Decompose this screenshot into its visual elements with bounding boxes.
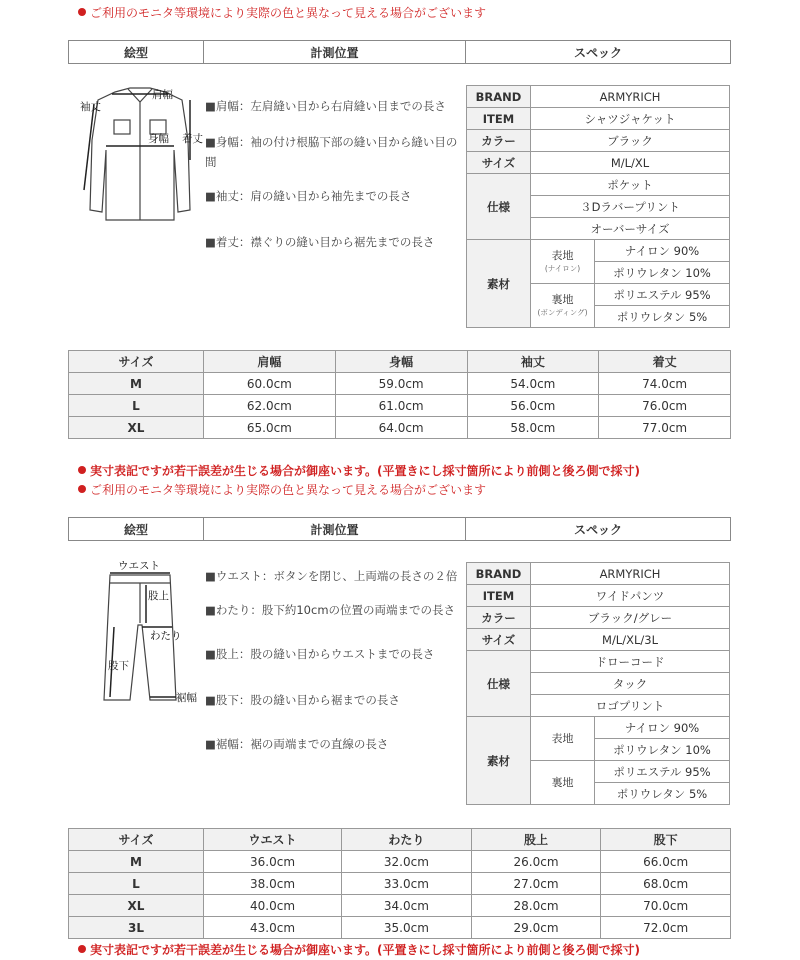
spec-material: ナイロン 90% [595, 717, 730, 739]
table-row: M 60.0cm 59.0cm 54.0cm 74.0cm [69, 373, 731, 395]
spec-label: 仕様 [467, 651, 531, 717]
bullet-icon [78, 945, 86, 953]
spec-feature: ポケット [531, 174, 730, 196]
fig-label-sleeve: 袖丈 [80, 101, 101, 113]
spec-material: ポリウレタン 10% [595, 739, 730, 761]
size-header: 袖丈 [467, 351, 599, 373]
size-header: 肩幅 [204, 351, 336, 373]
spec-label: サイズ [467, 152, 531, 174]
jacket-measure-list [205, 96, 465, 252]
header-figure: 絵型 [69, 41, 204, 63]
spec-outer: 表地 (ナイロン) [531, 240, 595, 284]
size-header: 股上 [471, 829, 601, 851]
pants-measure-list [205, 566, 465, 754]
spec-feature: ドローコード [531, 651, 730, 673]
size-notice: 実寸表記ですが若干誤差が生じる場合が御座います。(平置きにし採寸箇所により前側と後ろ側で採寸) [78, 941, 640, 958]
spec-item: ワイドパンツ [531, 585, 730, 607]
spec-material: ポリウレタン 5% [595, 783, 730, 805]
jacket-illustration [70, 80, 205, 225]
header-figure: 絵型 [69, 518, 204, 540]
jacket-size-table [68, 350, 731, 439]
size-header: わたり [342, 829, 472, 851]
spec-label: カラー [467, 607, 531, 629]
fig-label-hem: 裾幅 [176, 692, 197, 704]
spec-brand: ARMYRICH [531, 86, 730, 108]
spec-label: ITEM [467, 585, 531, 607]
size-notice: 実寸表記ですが若干誤差が生じる場合が御座います。(平置きにし採寸箇所により前側と後ろ側で採寸) [78, 462, 640, 479]
table-row: XL 40.0cm 34.0cm 28.0cm 70.0cm [69, 895, 731, 917]
color-notice: ご利用のモニタ等環境により実際の色と異なって見える場合がございます [78, 4, 486, 21]
spec-feature: ３Dラバープリント [531, 196, 730, 218]
section-header [68, 40, 731, 64]
header-measure: 計測位置 [204, 41, 466, 63]
size-header: サイズ [69, 829, 204, 851]
spec-label: 素材 [467, 240, 531, 328]
bullet-icon [78, 466, 86, 474]
table-row: L 62.0cm 61.0cm 56.0cm 76.0cm [69, 395, 731, 417]
bullet-icon [78, 485, 86, 493]
table-row: 3L 43.0cm 35.0cm 29.0cm 72.0cm [69, 917, 731, 939]
measure-item: ■着丈：襟ぐりの縫い目から裾先までの長さ [205, 235, 435, 249]
spec-material: ポリウレタン 5% [595, 306, 730, 328]
jacket-spec-table [466, 85, 730, 328]
spec-item: シャツジャケット [531, 108, 730, 130]
measure-item: ■身幅：袖の付け根脇下部の縫い目から縫い目の間 [205, 135, 458, 169]
size-header: 身幅 [335, 351, 467, 373]
fig-label-inseam: 股下 [108, 660, 129, 672]
spec-color: ブラック [531, 130, 730, 152]
spec-outer: 表地 [531, 717, 595, 761]
pants-size-table [68, 828, 731, 939]
size-header: ウエスト [204, 829, 342, 851]
bullet-icon [78, 8, 86, 16]
fig-label-thigh: わたり [150, 630, 182, 642]
measure-item: ■わたり：股下約10cmの位置の両端までの長さ [205, 603, 456, 617]
fig-label-shoulder: 肩幅 [152, 89, 173, 101]
spec-lining: 裏地 [531, 761, 595, 805]
measure-item: ■裾幅：裾の両端までの直線の長さ [205, 737, 389, 751]
spec-feature: タック [531, 673, 730, 695]
spec-color: ブラック/グレー [531, 607, 730, 629]
spec-label: サイズ [467, 629, 531, 651]
size-header: 着丈 [599, 351, 731, 373]
fig-label-body: 身幅 [148, 133, 169, 145]
spec-label: 素材 [467, 717, 531, 805]
spec-label: BRAND [467, 86, 531, 108]
measure-item: ■袖丈：肩の縫い目から袖先までの長さ [205, 189, 412, 203]
spec-material: ポリウレタン 10% [595, 262, 730, 284]
spec-material: ポリエステル 95% [595, 284, 730, 306]
size-header: サイズ [69, 351, 204, 373]
measure-item: ■ウエスト：ボタンを閉じ、上両端の長さの２倍 [205, 569, 458, 583]
spec-label: カラー [467, 130, 531, 152]
spec-label: 仕様 [467, 174, 531, 240]
spec-feature: ロゴプリント [531, 695, 730, 717]
table-row: L 38.0cm 33.0cm 27.0cm 68.0cm [69, 873, 731, 895]
spec-size: M/L/XL/3L [531, 629, 730, 651]
section-header [68, 517, 731, 541]
color-notice: ご利用のモニタ等環境により実際の色と異なって見える場合がございます [78, 481, 486, 498]
fig-label-rise: 股上 [148, 590, 169, 602]
measure-item: ■股上：股の縫い目からウエストまでの長さ [205, 647, 435, 661]
spec-brand: ARMYRICH [531, 563, 730, 585]
header-spec: スペック [573, 522, 622, 537]
spec-lining: 裏地 (ボンディング) [531, 284, 595, 328]
pants-illustration [80, 555, 200, 705]
spec-material: ポリエステル 95% [595, 761, 730, 783]
pants-spec-table [466, 562, 730, 805]
table-row: XL 65.0cm 64.0cm 58.0cm 77.0cm [69, 417, 731, 439]
spec-feature: オーバーサイズ [531, 218, 730, 240]
fig-label-waist: ウエスト [118, 560, 160, 572]
spec-label: ITEM [467, 108, 531, 130]
size-header: 股下 [601, 829, 731, 851]
measure-item: ■股下：股の縫い目から裾までの長さ [205, 693, 400, 707]
spec-material: ナイロン 90% [595, 240, 730, 262]
header-measure: 計測位置 [204, 518, 466, 540]
measure-item: ■肩幅：左肩縫い目から右肩縫い目までの長さ [205, 99, 446, 113]
spec-size: M/L/XL [531, 152, 730, 174]
spec-label: BRAND [467, 563, 531, 585]
fig-label-length: 着丈 [182, 133, 203, 145]
header-spec: スペック [573, 45, 622, 60]
table-row: M 36.0cm 32.0cm 26.0cm 66.0cm [69, 851, 731, 873]
